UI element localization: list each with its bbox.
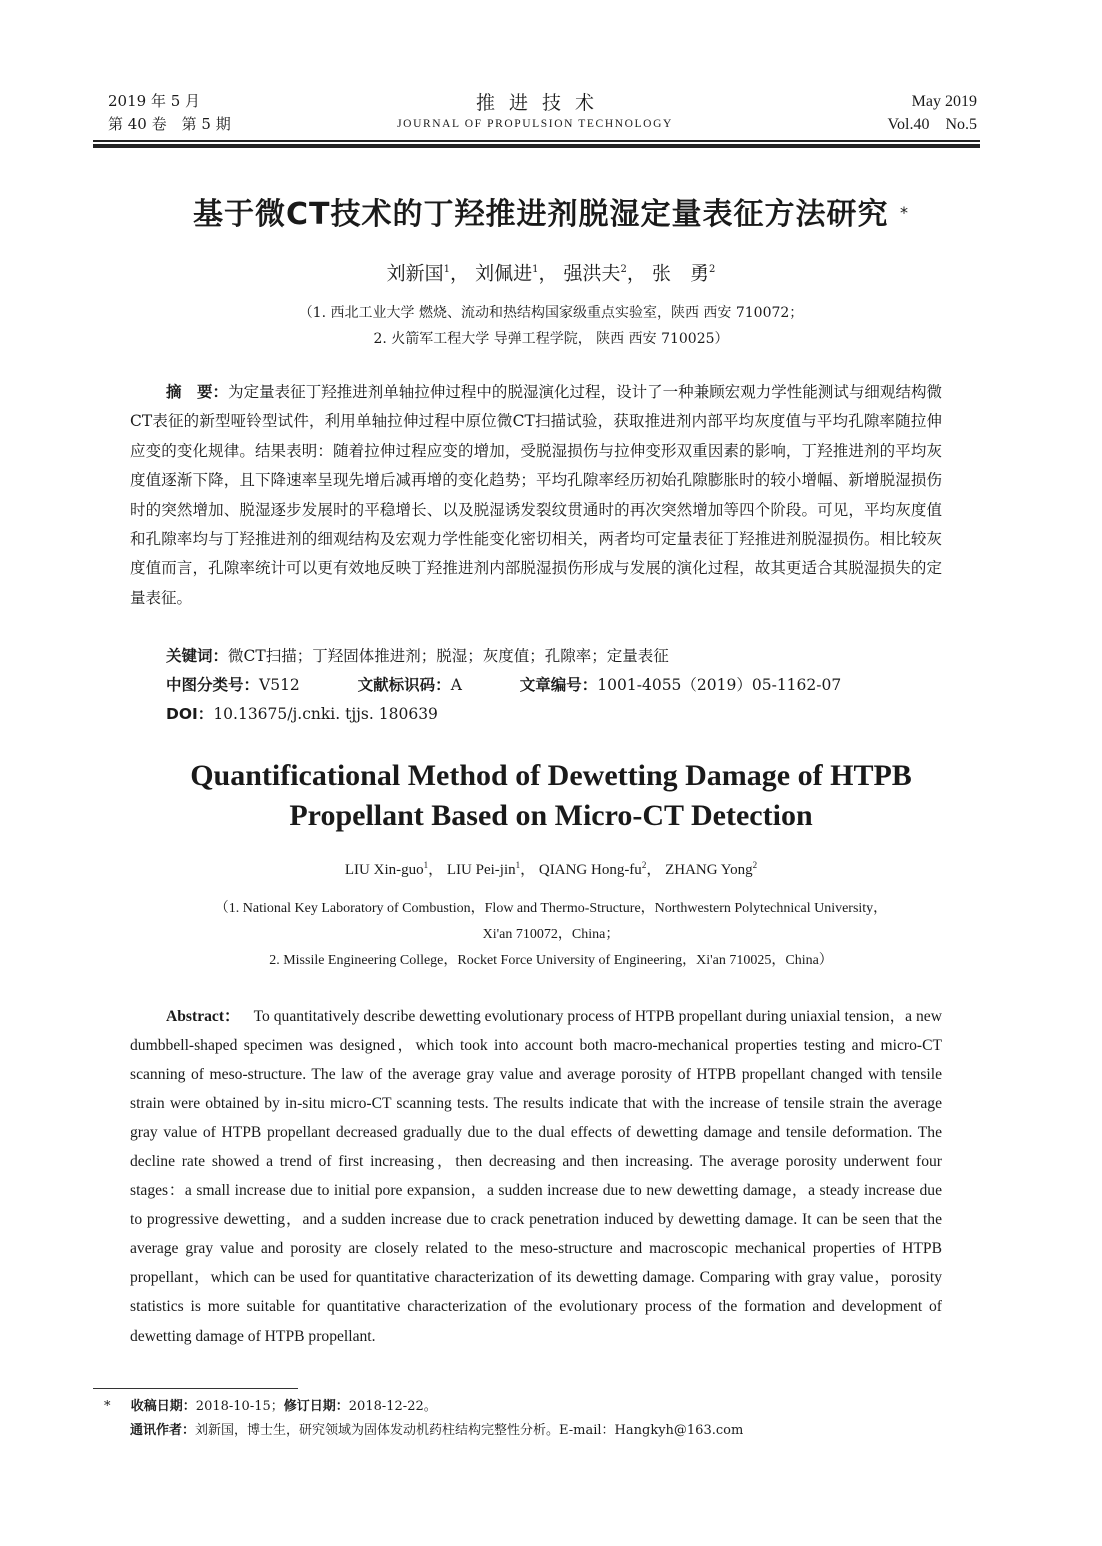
abstract-en-text: To quantitatively describe dewetting evolutionary process of HTPB propellant during uniaxial tension，a new dumbbell-shaped specimen was designed，which took into account both macro-mechanical properties testing and micro-CT scanning of meso-structure. The law of the average gray value and average porosity of HTPB propellant changed with tensile strain were obtained by in-situ micro-CT scanning tests. The results indicate that with the increase of tensile strain the average gray value of HTPB propellant decreased gradually due to the dual effects of dewetting damage and tensile deformation. The decline rate showed a trend of first increasing，then decreasing and then increasing. The average porosity underwent four stages：a small increase due to initial pore expansion，a sudden increase due to new dewetting damage，a steady increase due to progressive dewetting，and a sudden increase due to crack penetration induced by dewetting damage. It can be seen that the average gray value and porosity are closely related to the meso-structure and macroscopic mechanical properties of HTPB propellant，which can be used for quantitative characterization of its dewetting damage. Comparing with gray value，porosity statistics is more suitable for quantitative characterization of the evolutionary process of the formation and development of dewetting damage of HTPB propellant. [130, 1008, 942, 1345]
header-rule-thin [93, 140, 980, 142]
affiliation-cn-line: 2. 火箭军工程大学 导弹工程学院， 陕西 西安 710025） [373, 331, 729, 347]
doi-value: 10.13675/j.cnki. tjjs. 180639 [213, 705, 438, 723]
header-date-cn: 2019 年 5 月 [108, 92, 201, 110]
paper-title-en-line: Quantificational Method of Dewetting Damage of HTPB [190, 759, 912, 792]
corresponding-author-text: 刘新国，博士生，研究领域为固体发动机药柱结构完整性分析。E-mail：Hangkyh@163.com [195, 1423, 744, 1438]
article-no-value: 1001-4055（2019）05-1162-07 [597, 676, 842, 694]
keywords-text: 微CT扫描；丁羟固体推进剂；脱湿；灰度值；孔隙率；定量表征 [228, 647, 669, 665]
author-aff-mark: 1 [443, 264, 451, 275]
article-no-label: 文章编号： [519, 676, 598, 694]
author-list-en: LIU Xin-guo$^1$， LIU Pei-jin$^1$， QIANG Hong-$fu^2$， ZHANG Yong$^2$ [344, 860, 758, 878]
journal-name [380, 90, 690, 132]
author-en: QIANG Hong-fu [538, 862, 642, 878]
affiliation-cn-line: （1. 西北工业大学 燃烧、流动和热结构国家级重点实验室，陕西 西安 710072； [298, 305, 804, 321]
header-volume-en: Vol.40 No.5 [887, 116, 977, 133]
clc-label: 中图分类号： [166, 676, 260, 694]
author-en: LIU Pei-jin [446, 862, 516, 878]
doi-line [166, 700, 946, 729]
journal-name-en: JOURNAL OF PROPULSION TECHNOLOGY [397, 118, 673, 130]
header-issue-cn [108, 90, 308, 136]
header-rule-thick [93, 144, 980, 148]
header-issue-en [777, 90, 977, 136]
paper-title-cn [60, 193, 1042, 237]
author-aff-mark: 2 [641, 860, 647, 870]
abstract-cn [130, 378, 942, 613]
affiliations-cn [100, 300, 1002, 352]
affiliation-en-line: （1. National Key Laboratory of Combustion，Flow and Thermo-Structure，Northwestern Polytechnical University， [214, 901, 888, 916]
abstract-cn-label: 摘 要： [166, 383, 229, 401]
doi-label: DOI： [166, 705, 214, 723]
abstract-cn-text: 为定量表征丁羟推进剂单轴拉伸过程中的脱湿演化过程，设计了一种兼顾宏观力学性能测试与细观结构微CT表征的新型哑铃型试件，利用单轴拉伸过程中原位微CT扫描试验，获取推进剂内部平均灰度值与平均孔隙率随拉伸应变的变化规律。结果表明：随着拉伸过程应变的增加，受脱湿损伤与拉伸变形双重因素的影响，丁羟推进剂的平均灰度值逐渐下降，且下降速率呈现先增后减再增的变化趋势；平均孔隙率经历初始孔隙膨胀时的较小增幅、新增脱湿损伤时的突然增加、脱湿逐步发展时的平稳增长、以及脱湿诱发裂纹贯通时的再次突然增加等四个阶段。可见，平均灰度值和孔隙率均与丁羟推进剂的细观结构及宏观力学性能变化密切相关，两者均可定量表征丁羟推进剂脱湿损伤。相比较灰度值而言，孔隙率统计可以更有效地反映丁羟推进剂内部脱湿损伤形成与发展的演化过程，故其更适合其脱湿损失的定量表征。 [130, 383, 942, 607]
affiliation-en-line: 2. Missile Engineering College，Rocket Force University of Engineering，Xi'an 710025，China） [269, 953, 833, 968]
author-aff-mark: 1 [532, 264, 539, 275]
author-aff-mark: 2 [752, 860, 758, 870]
journal-name-cn: 推进技术 [475, 92, 608, 114]
classification-line [166, 671, 946, 700]
received-label: 收稿日期： [130, 1399, 196, 1414]
paper-title-cn-text: 基于微CT技术的丁羟推进剂脱湿定量表征方法研究 [193, 197, 889, 232]
author-list-cn: 刘新国$^1$， 刘佩进$^1$， 强洪夫$^2$， 张 勇$^2$ [386, 262, 716, 285]
clc-value: V512 [259, 676, 300, 694]
doc-code-label: 文献标识码： [357, 676, 451, 694]
author-aff-mark: 2 [708, 264, 716, 275]
footnote-rule [93, 1388, 298, 1389]
abstract-en [130, 1002, 942, 1351]
author-cn: 刘佩进 [475, 262, 533, 285]
title-footnote-mark: * [899, 203, 909, 222]
paper-title-en [60, 756, 1042, 836]
footnote-author [130, 1419, 990, 1443]
author-aff-mark: 2 [620, 264, 627, 275]
paper-title-en-line: Propellant Based on Micro-CT Detection [289, 799, 813, 832]
revised-label: 修订日期： [283, 1399, 349, 1414]
keywords-label: 关键词： [166, 647, 229, 665]
revised-date: 2018-12-22。 [348, 1399, 437, 1414]
header-date-en: May 2019 [911, 93, 977, 110]
affiliations-en [100, 896, 1002, 974]
footnote-mark: * [104, 1399, 111, 1414]
affiliation-en-line: Xi'an 710072，China； [482, 927, 620, 942]
author-cn: 强洪夫 [563, 262, 621, 285]
abstract-en-label: Abstract： [166, 1008, 240, 1025]
author-cn: 张 勇 [651, 262, 709, 285]
author-en: ZHANG Yong [665, 862, 753, 878]
author-en: LIU Xin-guo [344, 862, 424, 878]
corresponding-author-label: 通讯作者： [130, 1423, 196, 1438]
doc-code-value: A [450, 676, 462, 694]
keywords-cn [166, 642, 946, 671]
header-volume-cn: 第 40 卷 第 5 期 [108, 115, 231, 133]
author-aff-mark: 1 [515, 860, 521, 870]
author-cn: 刘新国 [386, 262, 444, 285]
author-aff-mark: 1 [423, 860, 429, 870]
received-date: 2018-10-15； [195, 1399, 284, 1414]
footnote-dates [104, 1395, 1004, 1419]
